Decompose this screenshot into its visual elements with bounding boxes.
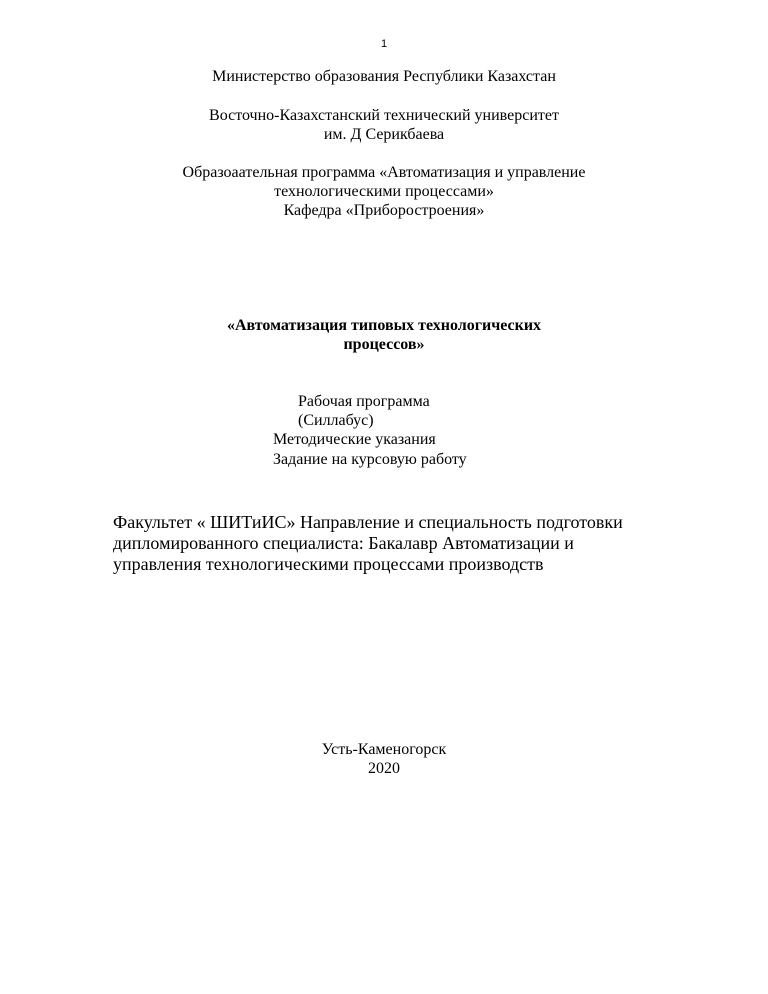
document-item-syllabus-alt: (Силлабус) <box>298 412 374 429</box>
faculty-line1: Факультет « ШИТиИС» Направление и специальность подготовки <box>113 512 623 532</box>
program-name-line1: Образоаательная программа «Автоматизация и управление <box>182 164 586 181</box>
department-name: Кафедра «Приборостроения» <box>283 202 485 219</box>
course-title-line2: процессов» <box>343 336 425 353</box>
document-item-coursework: Задание на курсовую работу <box>273 451 467 468</box>
university-name-line2: им. Д Серикбаева <box>323 126 445 143</box>
program-name-line2: технологическими процессами» <box>274 183 494 200</box>
city-name: Усть-Каменогорск <box>321 741 447 758</box>
faculty-paragraph <box>113 512 683 575</box>
document-item-syllabus: Рабочая программа <box>298 393 430 410</box>
course-title-line1: «Автоматизация типовых технологических <box>226 317 542 334</box>
ministry-name: Министерство образования Республики Казахстан <box>212 68 556 85</box>
year: 2020 <box>368 760 400 777</box>
faculty-line2: дипломированного специалиста: Бакалавр Автоматизации и <box>113 533 574 553</box>
city-year-block <box>0 740 768 778</box>
program-heading <box>0 163 768 220</box>
university-heading <box>0 106 768 144</box>
faculty-line3: управления технологическими процессами производств <box>113 554 544 574</box>
ministry-heading <box>0 67 768 86</box>
university-name-line1: Восточно-Казахстанский технический университет <box>209 107 559 124</box>
course-title <box>0 316 768 354</box>
page-number: 1 <box>380 38 388 50</box>
document-item-guidelines: Методические указания <box>273 431 436 448</box>
